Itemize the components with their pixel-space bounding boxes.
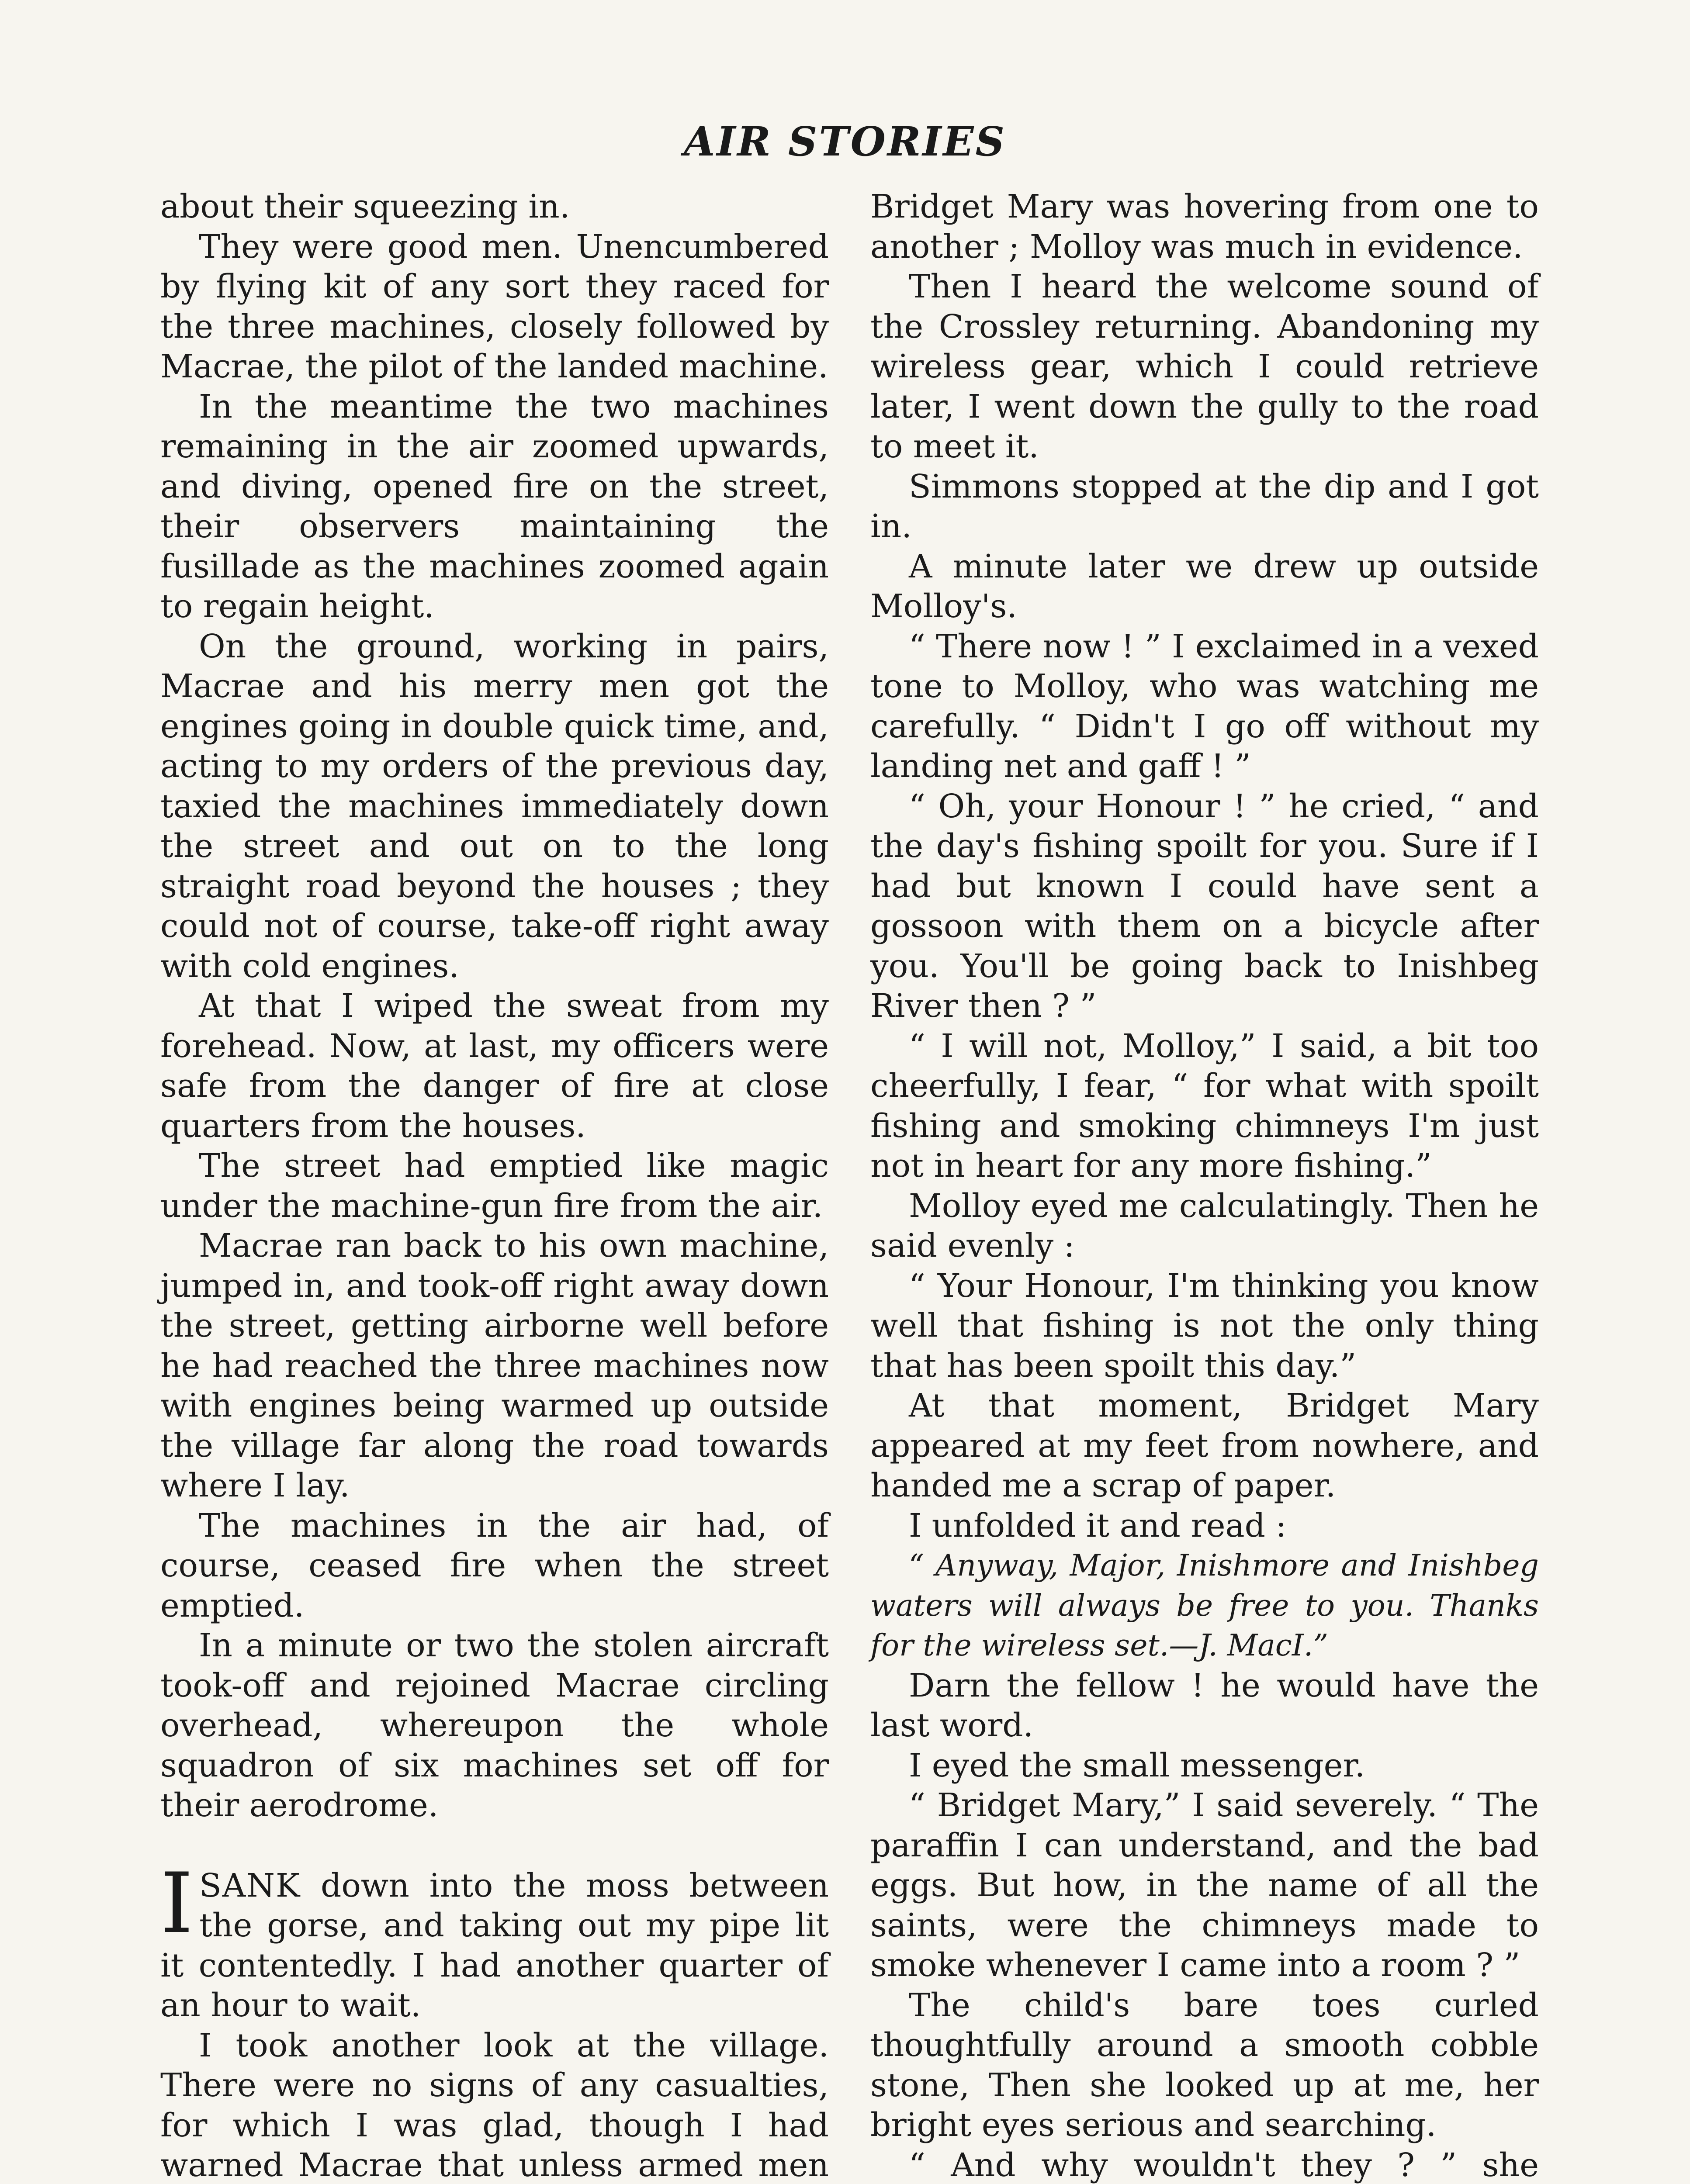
paragraph: I took another look at the village. There were no signs of any casualties, for which I was glad, though I had warned Macrae that unless armed men [160,2026,829,2184]
paragraph: “ Oh, your Honour ! ” he cried, “ and the day's fishing spoilt for you. Sure if I had but known I could have sent a gossoon with them on a bicycle after you. You'll be going back to Inishbeg River then ? ” [870,787,1539,1025]
paragraph: I unfolded it and read : [909,1507,1287,1545]
paragraph: On the ground, working in pairs, Macrae and his merry men got the engines going in double quick time, and, acting to my orders of the previous day, taxied the machines immediately down the street and out on to the long straight road beyond the houses ; they could not of course, take-off right away with cold engines. [160,627,829,985]
paragraph: At that moment, Bridget Mary appeared at my feet from nowhere, and handed me a scrap of paper. [870,1387,1539,1504]
paragraph: The child's bare toes curled thoughtfully around a smooth cobble stone, Then she looked up at me, her bright eyes serious and searching. [870,1986,1539,2144]
paragraph: Macrae ran back to his own machine, jumped in, and took-off right away down the street, getting airborne well before he had reached the three machines now with engines being warmed up outside the village far along the road towards where I lay. [160,1227,829,1504]
paragraph: Darn the fellow ! he would have the last word. [870,1666,1539,1744]
paragraph: Molloy eyed me calculatingly. Then he said evenly : [870,1187,1539,1265]
paragraph: “ Your Honour, I'm thinking you know well that fishing is not the only thing that has been spoilt this day.” [870,1267,1539,1385]
paragraph: A minute later we drew up outside Molloy's. [870,547,1539,625]
paragraph: The street had emptied like magic under the machine-gun fire from the air. [160,1147,829,1225]
paragraph: The machines in the air had, of course, ceased fire when the street emptied. [160,1507,829,1624]
right-column-paragraphs [870,187,1539,2184]
paragraph: They were good men. Unencumbered by flying kit of any sort they raced for the three machines, closely followed by Macrae, the pilot of the landed machine. [160,228,829,385]
drop-cap: I [160,1855,194,1952]
paragraph: I eyed the small messenger. [909,1746,1365,1784]
section-opening-paragraph [160,1855,829,2026]
paragraph: Bridget Mary was hovering from one to another ; Molloy was much in evidence. [870,188,1539,266]
paragraph: At that I wiped the sweat from my forehead. Now, at last, my officers were safe from the danger of fire at close quarters from the houses. [160,987,829,1145]
paragraph: In the meantime the two machines remaining in the air zoomed upwards, and diving, opened fire on the street, their observers maintaining the fusillade as the machines zoomed again to regain height. [160,387,829,625]
paragraph: “ I will not, Molloy,” I said, a bit too cheerfully, I fear, “ for what with spoilt fishing and smoking chimneys I'm just not in heart for any more fishing.” [870,1027,1539,1185]
running-header: AIR STORIES [684,118,1006,165]
left-column [160,187,829,2184]
right-column [870,187,1539,2184]
section-break [160,1826,829,1866]
section-opening-text: down into the moss between the gorse, and taking out my pipe lit it contentedly. I had another quarter of an hour to wait. [160,1866,829,2024]
paragraph: Simmons stopped at the dip and I got in. [870,467,1539,545]
paragraph: “ Anyway, Major, Inishmore and Inishbeg waters will always be free to you. Thanks for the wireless set.—J. MacI.” [870,1548,1539,1663]
left-column-after-paragraphs [160,2026,829,2184]
left-column-paragraphs [160,187,829,1826]
paragraph: “ And why wouldn't they ? ” she [909,2146,1539,2184]
section-opening-word: SANK [199,1866,301,1904]
paragraph: In a minute or two the stolen aircraft took-off and rejoined Macrae circling overhead, whereupon the whole squadron of six machines set off for their aerodrome. [160,1627,829,1824]
paragraph: about their squeezing in. [160,188,570,225]
paragraph: “ Bridget Mary,” I said severely. “ The paraffin I can understand, and the bad eggs. But how, in the name of all the saints, were the chimneys made to smoke whenever I came into a room ? ” [870,1787,1539,1984]
paragraph: Then I heard the welcome sound of the Crossley returning. Abandoning my wireless gear, which I could retrieve later, I went down the gully to the road to meet it. [870,268,1539,465]
paragraph: “ There now ! ” I exclaimed in a vexed tone to Molloy, who was watching me carefully. “ Didn't I go off without my landing net and gaff ! ” [870,627,1539,785]
